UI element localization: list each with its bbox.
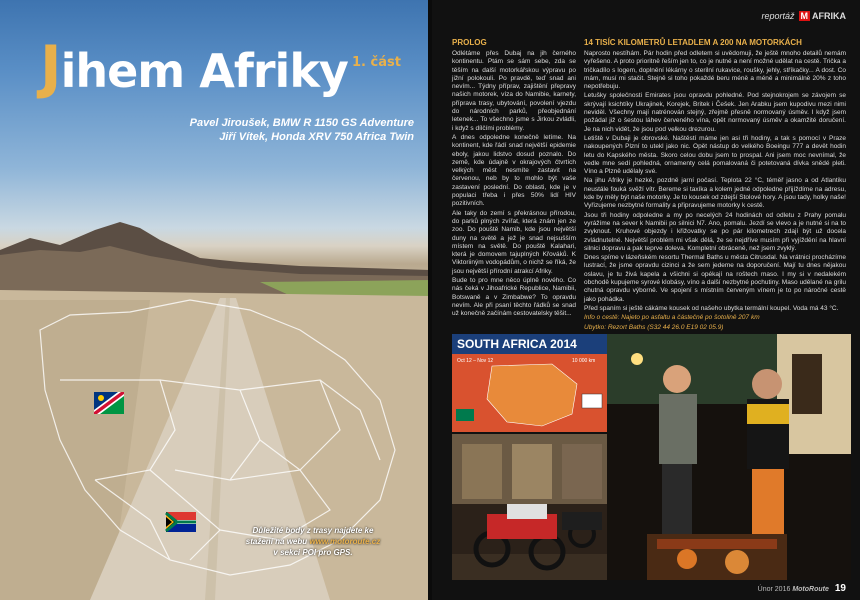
svg-text:10 000 km: 10 000 km <box>572 358 596 364</box>
prolog-column: PROLOG Odlétáme přes Dubaj na jih černého kontinentu. Ptám se sám sebe, zda se těším na další motorkářskou výpravu po jižní polokouli. Po pravdě, teď snad ani nevím... Týdny příprav, zajištění přepravy našich motorek, víza do Namibie, karnety, příprava trasy, ubytování, povolení vjezdu do národních parků, přeobjednání letenek... To všechno jsme s Jirkou zvládli, i když s dílčími problémy. A dnes odpoledne konečně letíme. Na kontinent, kde řádí snad největší epidemie eboly, jakou lidstvo dosud poznalo. Do země, kde údajně v okrajových čtvrtích velkých měst nesmíte zastavit na červenou, neb by to mohlo být vaše zastavení poslední. Do oblasti, kde je v populaci třeba i přes 50% lidí HIV pozitivních. Ale taky do zemí s překrásnou přírodou, do parků plných zvířat, která znám jen ze zoo. Do pouště Namib, kde jsou největší duny na světě a jež je snad nejsušším místem na světě. Do pouště Kalahari, která je domovem tajuplných Křováků. K Viktoriiným vodopádům, o nichž se říká, že jsou největší přírodní atrakcí Afriky. Bude to pro mne něco úplně nového. Co nás čeká v Jihoafrické Republice, Namibii, Botswaně a v Zimbabwe? To opravdu nevím. Ale při psaní těchto řádků se snad už konečně začínám cestovatelsky těšit... <box>452 38 576 318</box>
gps-note: Důležité body z trasy najdete ke stažení na webu www.motoroute.cz v sekci POI pro GPS. <box>245 526 381 557</box>
right-page <box>432 0 860 600</box>
accommodation-info: Ubytko: Rezort Baths (S32 44 26.0 E19 02 05.9) <box>584 323 724 331</box>
website-link[interactable]: www.motoroute.cz <box>309 537 381 546</box>
author-2: Jiří Vítek, Honda XRV 750 Africa Twin <box>219 131 414 143</box>
page-header: reportáž M AFRIKA <box>761 11 846 21</box>
authors <box>190 116 414 144</box>
author-1: Pavel Jiroušek, BMW R 1150 GS Adventure <box>189 117 414 129</box>
page-number: 19 <box>834 583 846 594</box>
south-africa-flag <box>166 512 196 532</box>
section-heading: 14 TISÍC KILOMETRŮ LETADLEM A 200 NA MOTORKÁCH <box>584 38 802 47</box>
trip-info: Info o cestě: Najeto po asfaltu a částečně po šotolině 207 km <box>584 314 760 322</box>
poster-photo <box>452 334 607 432</box>
prolog-heading: PROLOG <box>452 38 487 47</box>
main-column: 14 TISÍC KILOMETRŮ LETADLEM A 200 NA MOTORKÁCH Naprosto nestíhám. Pár hodin před odletem si uvědomuji, že ještě mnoho detailů nemám vyřešeno. A proto prioritně řeším jen to, co je nutné a není možné udělat na cestě. Trička a tričkadílo s logem, doplnění lékárny o sterilní rukavice, roušky, jehly, stříkačky... A dost. Co mám, musí mi stačit. Stejně si toho pokaždé beru méně a méně a minimálně 20% z toho nepotřebuju. Letušky společnosti Emirates jsou opravdu pohledné. Pod stejnokrojem se závojem se skrývají ksichtíky Ukrajinek, Korejek, Britek i Češek. Jen Arabku jsem kupodivu mezi nimi neviděl. Všechny mají natrénován stejný, zřejmě přesně normovaný úsměv. I když jsem požádal již o šestou láhev červeného vína, opět normovaný úsměv a okamžité doručení. Je na nich vidět, že jsou pod velkou drezurou. Letiště v Dubaji je obrovské. Naštěstí máme jen asi tři hodiny, a tak s pomocí v Praze nakoupených Plzní to utekl jako nic. Opět nástup do velkého Boeingu 777 a devět hodin letu do Kapského města. Skoro celou dobu jsem to prospal. Ani jsem moc nevnímal, že vedle mne sedí pohledná, ornamenty celá pomalovaná či potetovaná dívka snědé pleti. Víno a Plzně udělaly své. Na jihu Afriky je hezké, pozdně jarní počasí. Teplota 22 °C, téměř jasno a od Atlantiku neustále fouká svěží vítr. Bereme si taxíka a kolem jedné odpoledne přijíždíme na adresu, kde by měly být naše motorky. Je to kousek od zdejší Stolové hory. A jsou tady, holky naše! Vyřizujeme nezbytné formality a připravujeme motorky k cestě. Jsou tři hodiny odpoledne a my po necelých 24 hodinách od odletu z Prahy pomalu vyrážíme na sever k Namibii po silnici N7. Ano, pomalu. Jezdí se vlevo a je nutné si na to zvyknout. Kruhové objezdy i křižovatky se po pár kilometrech zdají být už docela zvládnutelné. Největší problém mi však dělá, že se nejdříve musím při vyjíždění na hlavní silnici dopravu a pak teprve doleva. Kompletní obráceně, než jsem zvyklý. Dnes spíme v lázeňském resortu Thermal Baths u města Citrusdal. Na vrátnici procházíme lustrací, že jsme opravdu cizinci a že sem jedeme na doporučení. Mají tu dnes nějakou oslavu, je tu živá kapela a všichni si opékají na roštech maso. I my si v nedalekém obchodě kupujeme syrové klobásy, víno a další nezbytné pochutiny. Maso udělané na grilu chutná opravdu výborně. Ve spojení s místním červeným vínem je to po náročné cestě jako pohádka. Před spaním si ještě cákáme kousek od našeho ubytka termální koupel. Voda má 43 °C. Info o cestě: Najeto po asfaltu a částečně po šotolině 207 km Ubytko: Rezort Baths (S32 44 26.0 E19 02 05.9) <box>584 38 846 331</box>
article-title: Jihem Afriky <box>40 33 348 101</box>
svg-text:Oct 12 – Nov 12: Oct 12 – Nov 12 <box>457 358 494 364</box>
magazine-logo-icon: M <box>800 11 808 21</box>
campsite-night-photo <box>607 334 851 580</box>
motorcycles-photo <box>452 434 607 580</box>
poster-title: SOUTH AFRICA 2014 <box>457 337 577 351</box>
namibia-flag <box>94 392 124 414</box>
part-label: 1. část <box>352 55 401 70</box>
page-footer: Únor 2016 MotoRoute 19 <box>757 583 846 594</box>
